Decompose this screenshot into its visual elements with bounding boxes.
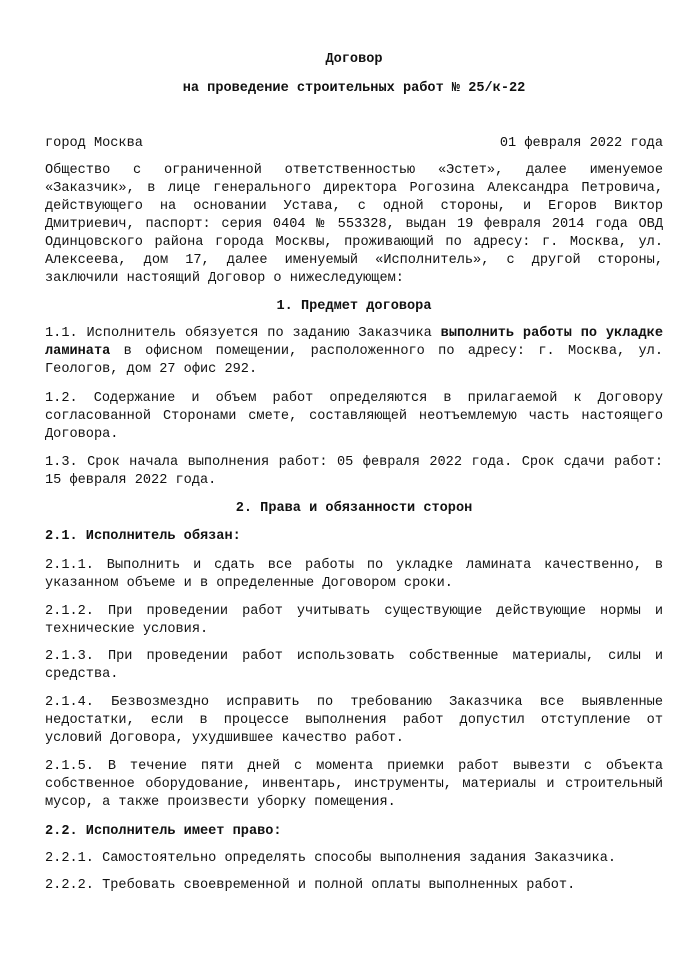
- contract-title: Договор: [325, 52, 383, 67]
- contract-city: город Москва: [45, 136, 143, 151]
- clause-1-3: 1.3. Срок начала выполнения работ: 05 февраля 2022 года. Срок сдачи работ: 15 февраля 2022 года.: [45, 455, 663, 488]
- clause-2-2-1: 2.2.1. Самостоятельно определять способы выполнения задания Заказчика.: [45, 851, 617, 866]
- clause-2-1-5: 2.1.5. В течение пяти дней с момента приемки работ вывезти с объекта собственное оборудование, инвентарь, инструменты, материалы и строительный мусор, а также произвести уборку помещения.: [45, 759, 663, 810]
- clause-1-1-text-end: в офисном помещении, расположенного по адресу: г. Москва, ул. Геологов, дом 27 офис 292.: [45, 344, 663, 377]
- section-2-heading: 2. Права и обязанности сторон: [235, 501, 473, 516]
- contract-subtitle: на проведение строительных работ № 25/к-22: [182, 81, 526, 96]
- clause-2-1-1: 2.1.1. Выполнить и сдать все работы по укладке ламината качественно, в указанном объеме и в определенные Договором сроки.: [45, 558, 663, 591]
- clause-1-1-text-start: 1.1. Исполнитель обязуется по заданию Заказчика: [45, 326, 441, 341]
- clause-1-2: 1.2. Содержание и объем работ определяются в прилагаемой к Договору согласованной Сторонами смете, составляющей неотъемлемую часть настоящего Договора.: [45, 391, 663, 442]
- clause-2-1-4: 2.1.4. Безвозмездно исправить по требованию Заказчика все выявленные недостатки, если в процессе выполнения работ допустил отступление от условий Договора, ухудшившее качество работ.: [45, 695, 663, 746]
- subsection-2-2-heading: 2.2. Исполнитель имеет право:: [45, 824, 282, 839]
- clause-1-1-emphasis: выполнить работы по укладке ламината: [45, 326, 663, 359]
- place-date-row: [45, 136, 663, 152]
- preamble-paragraph: Общество с ограниченной ответственностью «Эстет», далее именуемое «Заказчик», в лице генерального директора Рогозина Александра Петровича, действующего на основании Устава, с одной стороны, и Егоров Виктор Дмитриевич, паспорт: серия 0404 № 553328, выдан 19 февраля 2014 года ОВД Одинцовского района города Москвы, проживающий по адресу: г. Москва, ул. Алексеева, дом 17, далее именуемый «Исполнитель», с другой стороны, заключили настоящий Договор о нижеследующем:: [45, 163, 663, 286]
- contract-date: 01 февраля 2022 года: [499, 136, 663, 151]
- clause-1-1: [45, 325, 663, 379]
- subsection-2-1-heading: 2.1. Исполнитель обязан:: [45, 529, 241, 544]
- clause-2-1-3: 2.1.3. При проведении работ использовать собственные материалы, силы и средства.: [45, 649, 663, 682]
- section-1-heading: 1. Предмет договора: [276, 299, 432, 314]
- clause-2-1-2: 2.1.2. При проведении работ учитывать существующие действующие нормы и технические условия.: [45, 604, 663, 637]
- clause-2-2-2: 2.2.2. Требовать своевременной и полной оплаты выполненных работ.: [45, 878, 576, 893]
